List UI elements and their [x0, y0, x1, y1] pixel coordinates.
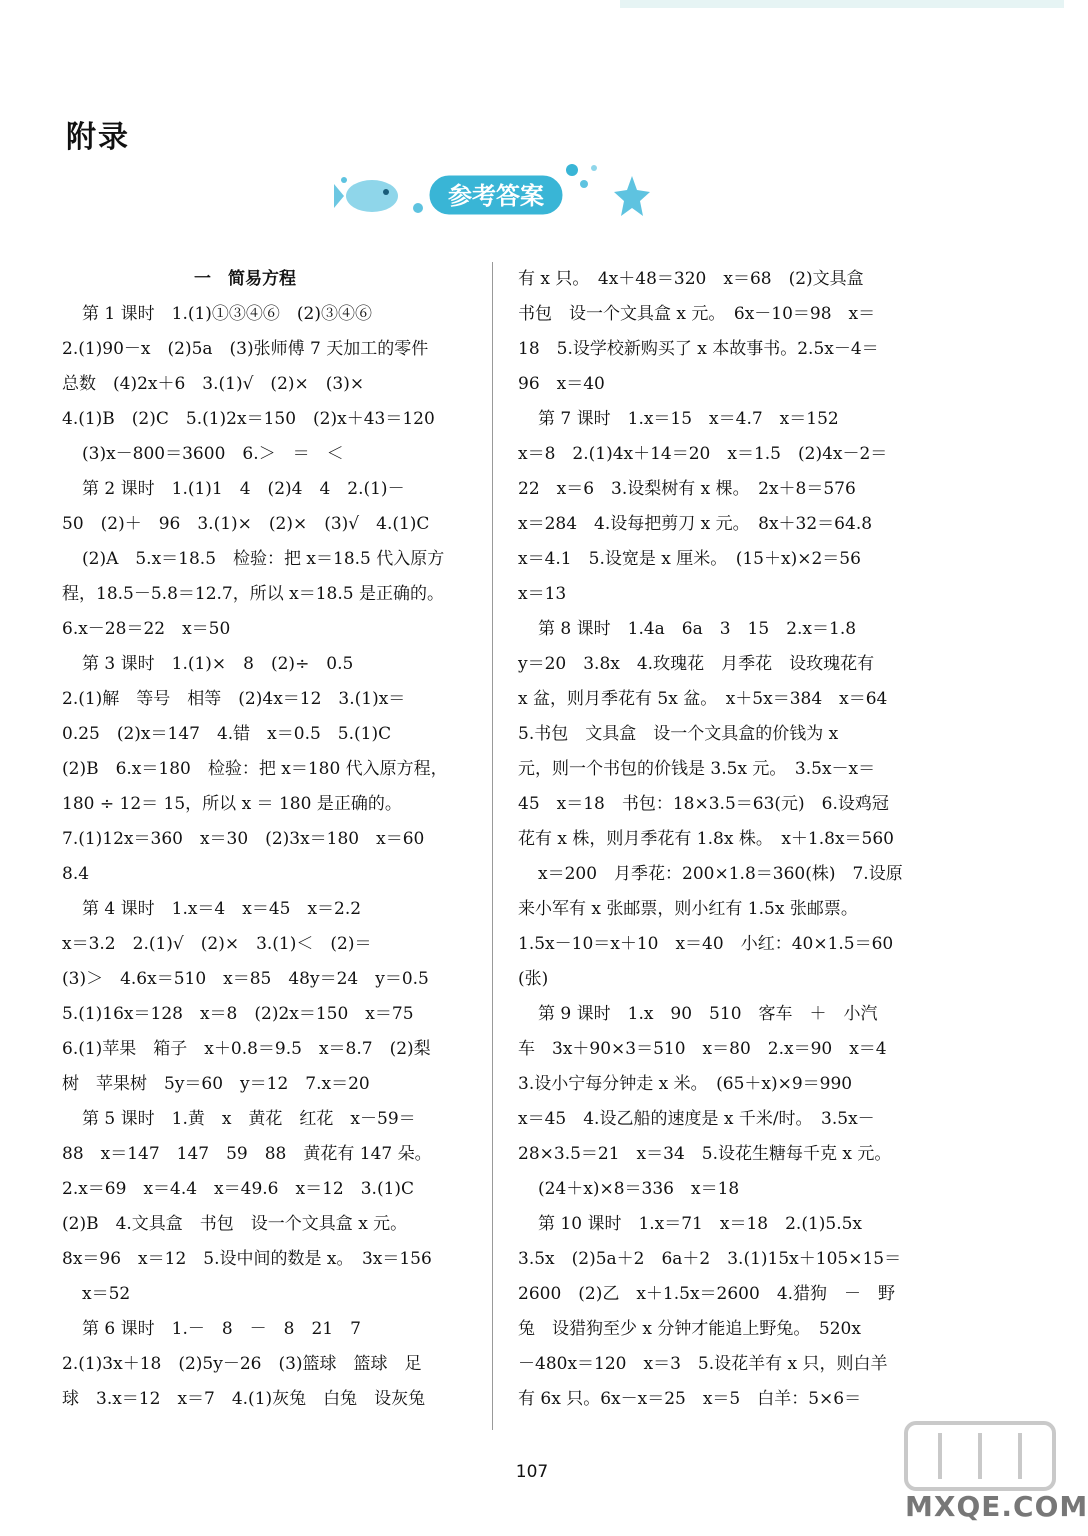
answer-line: 2.(1)90－x (2)5a (3)张师傅 7 天加工的零件 [62, 339, 429, 359]
page-heading: 附录 [66, 120, 130, 155]
answer-line: x＝4.1 5.设宽是 x 厘米。 (15＋x)×2＝56 [518, 549, 861, 569]
answer-line: 18 5.设学校新购买了 x 本故事书。2.5x－4＝ [518, 339, 879, 359]
answer-line: 45 x＝18 书包：18×3.5＝63(元) 6.设鸡冠 [518, 794, 889, 814]
answer-line: 5.(1)16x＝128 x＝8 (2)2x＝150 x＝75 [62, 1004, 414, 1024]
answer-line: 第 9 课时 1.x 90 510 客车 ＋ 小汽 [538, 1004, 878, 1024]
answer-line: 书包 设一个文具盒 x 元。 6x－10＝98 x＝ [518, 304, 876, 324]
answer-line: 6.x－28＝22 x＝50 [62, 619, 231, 639]
answer-line: 8x＝96 x＝12 5.设中间的数是 x。 3x＝156 [62, 1249, 432, 1269]
answer-line: 4.(1)B (2)C 5.(1)2x＝150 (2)x＋43＝120 [62, 409, 435, 429]
answer-line: x＝8 2.(1)4x＋14＝20 x＝1.5 (2)4x－2＝ [518, 444, 888, 464]
answer-line: 有 6x 只。6x－x＝25 x＝5 白羊：5×6＝ [518, 1389, 862, 1409]
answer-line: 3.设小宁每分钟走 x 米。 (65＋x)×9＝990 [518, 1074, 853, 1094]
answer-line: 5.书包 文具盒 设一个文具盒的价钱为 x [518, 724, 839, 744]
answer-line: 元，则一个书包的价钱是 3.5x 元。 3.5x－x＝ [518, 759, 876, 779]
answer-line: x 盆，则月季花有 5x 盆。 x＋5x＝384 x＝64 [518, 689, 888, 709]
answer-line: 6.(1)苹果 箱子 x＋0.8＝9.5 x＝8.7 (2)梨 [62, 1039, 431, 1059]
answer-line: 96 x＝40 [518, 374, 605, 394]
answer-line: x＝13 [518, 584, 567, 604]
answer-line: (2)A 5.x＝18.5 检验：把 x＝18.5 代入原方 [82, 549, 445, 569]
answer-line: 第 5 课时 1.黄 x 黄花 红花 x－59＝ [82, 1109, 416, 1129]
answer-line: 1.5x－10＝x＋10 x＝40 小红：40×1.5＝60 [518, 934, 894, 954]
watermark-text: MXQE.COM [905, 1490, 1088, 1523]
answer-line: x＝200 月季花：200×1.8＝360(株) 7.设原 [538, 864, 903, 884]
answer-line: x＝45 4.设乙船的速度是 x 千米/时。 3.5x－ [518, 1109, 875, 1129]
answer-line: 第 2 课时 1.(1)1 4 (2)4 4 2.(1)－ [82, 479, 405, 499]
top-color-bar [620, 0, 1064, 8]
answer-line: 28×3.5＝21 x＝34 5.设花生糖每千克 x 元。 [518, 1144, 892, 1164]
right-column [518, 262, 958, 1417]
answer-line: 2.(1)解 等号 相等 (2)4x＝12 3.(1)x＝ [62, 689, 406, 709]
answer-line: 来小军有 x 张邮票，则小红有 1.5x 张邮票。 [518, 899, 858, 919]
answer-line: 一 简易方程 [194, 269, 296, 289]
answer-line: 第 8 课时 1.4a 6a 3 15 2.x＝1.8 [538, 619, 857, 639]
answer-line: －480x＝120 x＝3 5.设花羊有 x 只，则白羊 [518, 1354, 888, 1374]
answer-line: 树 苹果树 5y＝60 y＝12 7.x＝20 [62, 1074, 370, 1094]
answer-line: 兔 设猎狗至少 x 分钟才能追上野兔。 520x [518, 1319, 861, 1339]
answer-line: x＝3.2 2.(1)√ (2)× 3.(1)＜ (2)＝ [62, 934, 372, 954]
answer-line: 第 3 课时 1.(1)× 8 (2)÷ 0.5 [82, 654, 354, 674]
answer-line: x＝284 4.设每把剪刀 x 元。 8x＋32＝64.8 [518, 514, 873, 534]
answer-line: x＝52 [82, 1284, 131, 1304]
answer-line: (2)B 6.x＝180 检验：把 x＝180 代入原方程， [62, 759, 448, 779]
answer-line: (张) [518, 969, 549, 989]
answer-line: 22 x＝6 3.设梨树有 x 棵。 2x＋8＝576 [518, 479, 856, 499]
starfish-icon [614, 176, 650, 216]
answer-line: 第 10 课时 1.x＝71 x＝18 2.(1)5.5x [538, 1214, 863, 1234]
fish-icon [334, 177, 398, 212]
answer-line: 花有 x 株，则月季花有 1.8x 株。 x＋1.8x＝560 [518, 829, 894, 849]
answer-line: (24＋x)×8＝336 x＝18 [538, 1179, 740, 1199]
answer-line: (3)＞ 4.6x＝510 x＝85 48y＝24 y＝0.5 [62, 969, 429, 989]
answer-line: 88 x＝147 147 59 88 黄花有 147 朵。 [62, 1144, 432, 1164]
answer-line: 8.4 [62, 864, 90, 884]
answer-line: 3.5x (2)5a＋2 6a＋2 3.(1)15x＋105×15＝ [518, 1249, 902, 1269]
banner-title: 参考答案 [448, 182, 544, 210]
answer-line: 第 7 课时 1.x＝15 x＝4.7 x＝152 [538, 409, 839, 429]
answer-banner [340, 160, 650, 230]
answer-line: 车 3x＋90×3＝510 x＝80 2.x＝90 x＝4 [518, 1039, 887, 1059]
answer-line: 7.(1)12x＝360 x＝30 (2)3x＝180 x＝60 [62, 829, 425, 849]
answer-line: 180 ÷ 12＝ 15，所以 x ＝ 180 是正确的。 [62, 794, 402, 814]
page-number: 107 [515, 1462, 549, 1482]
answer-line: 50 (2)＋ 96 3.(1)× (2)× (3)√ 4.(1)C [62, 514, 430, 534]
answer-line: 2.(1)3x＋18 (2)5y－26 (3)篮球 篮球 足 [62, 1354, 422, 1374]
answer-line: 2.x＝69 x＝4.4 x＝49.6 x＝12 3.(1)C [62, 1179, 415, 1199]
answer-line: 第 1 课时 1.(1)①③④⑥ (2)③④⑥ [82, 304, 373, 324]
answer-line: 2600 (2)乙 x＋1.5x＝2600 4.猎狗 － 野 [518, 1284, 896, 1304]
answer-line: y＝20 3.8x 4.玫瑰花 月季花 设玫瑰花有 [518, 654, 875, 674]
answer-line: 第 6 课时 1.－ 8 － 8 21 7 [82, 1319, 361, 1339]
answer-line: (2)B 4.文具盒 书包 设一个文具盒 x 元。 [62, 1214, 408, 1234]
answer-line: (3)x－800＝3600 6.＞ ＝ ＜ [82, 444, 344, 464]
answer-line: 第 4 课时 1.x＝4 x＝45 x＝2.2 [82, 899, 362, 919]
answer-line: 球 3.x＝12 x＝7 4.(1)灰兔 白兔 设灰兔 [62, 1389, 426, 1409]
answer-line: 有 x 只。 4x＋48＝320 x＝68 (2)文具盒 [518, 269, 864, 289]
answer-line: 总数 (4)2x＋6 3.(1)√ (2)× (3)× [62, 374, 365, 394]
left-column [62, 262, 502, 1417]
answer-line: 程，18.5－5.8＝12.7，所以 x＝18.5 是正确的。 [62, 584, 444, 604]
answer-line: 0.25 (2)x＝147 4.错 x＝0.5 5.(1)C [62, 724, 392, 744]
